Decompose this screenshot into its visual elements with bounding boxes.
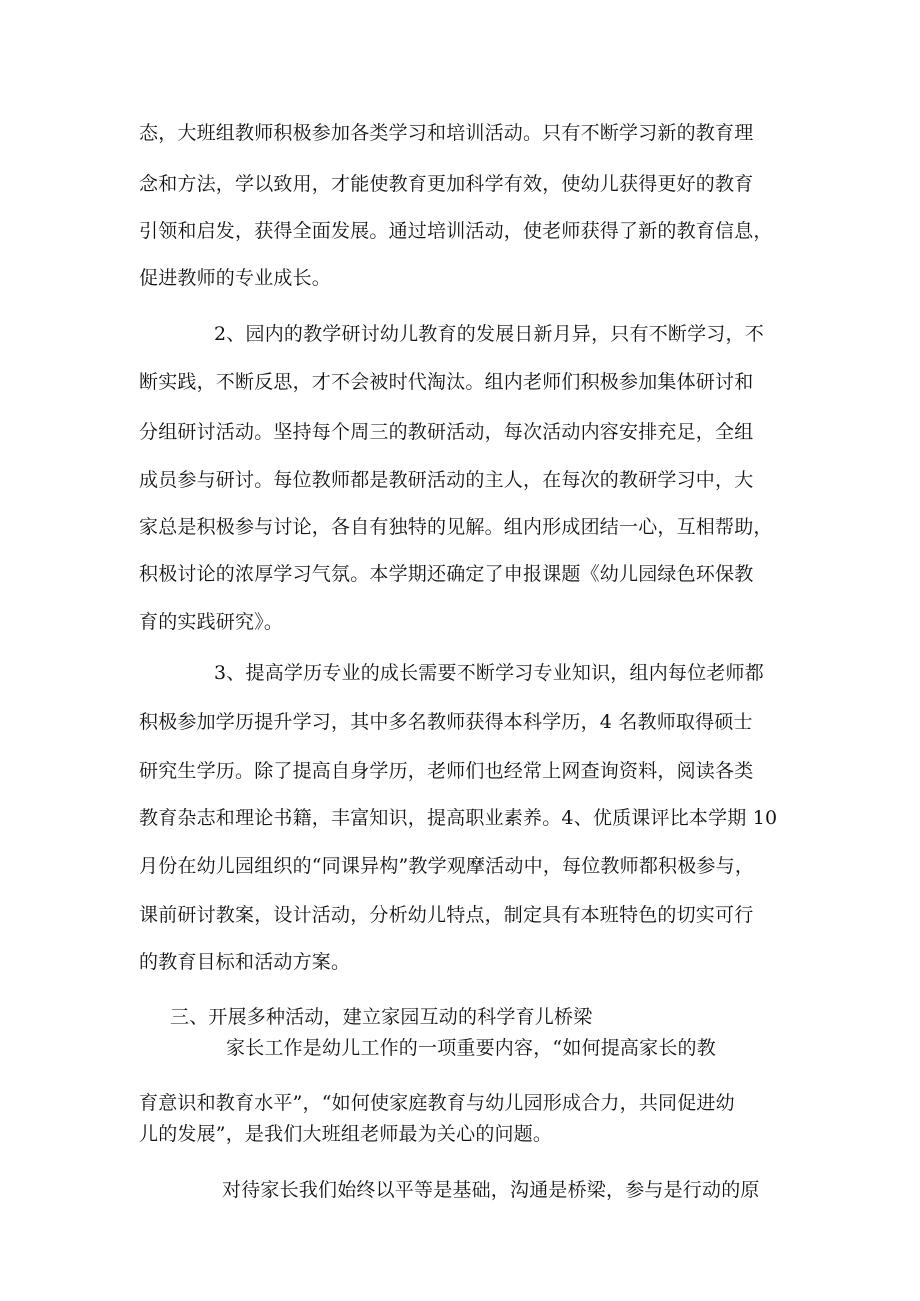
paragraph-line: 断实践，不断反思，才不会被时代淘汰。组内老师们积极参加集体研讨和 [139,371,754,393]
paragraph-line: 家长工作是幼儿工作的一项重要内容，“如何提高家长的教 [226,1037,716,1059]
paragraph-line: 引领和启发，获得全面发展。通过培训活动，使老师获得了新的教育信息， [139,220,773,242]
paragraph-line: 促进教师的专业成长。 [139,267,332,289]
paragraph-line: 家总是积极参与讨论，各自有独特的见解。组内形成团结一心，互相帮助， [139,516,773,538]
paragraph-line: 月份在幼儿园组织的“同课异构”教学观摩活动中，每位教师都积极参与， [139,855,755,877]
paragraph-line: 教育杂志和理论书籍，丰富知识，提高职业素养。4、优质课评比本学期 10 [139,807,778,829]
paragraph-line: 育意识和教育水平”，“如何使家庭教育与幼儿园形成合力，共同促进幼 [139,1092,735,1114]
paragraph-line: 成员参与研讨。每位教师都是教研活动的主人，在每次的教研学习中，大 [139,469,754,491]
paragraph-line: 分组研讨活动。坚持每个周三的教研活动，每次活动内容安排充足，全组 [139,421,754,443]
paragraph-line: 积极讨论的浓厚学习气氛。本学期还确定了申报课题《幼儿园绿色环保教 [139,563,754,585]
paragraph-line: 的教育目标和活动方案。 [139,951,351,973]
paragraph-line: 育的实践研究》。 [139,611,284,633]
paragraph-line: 2、园内的教学研讨幼儿教育的发展日新月异，只有不断学习，不 [214,323,764,345]
paragraph-line: 3、提高学历专业的成长需要不断学习专业知识，组内每位老师都 [214,662,764,684]
paragraph-line: 研究生学历。除了提高自身学历，老师们也经常上网查询资料，阅读各类 [139,760,754,782]
paragraph-line: 儿的发展”，是我们大班组老师最为关心的问题。 [139,1123,553,1145]
paragraph-line: 对待家长我们始终以平等是基础，沟通是桥梁，参与是行动的原 [222,1179,760,1201]
paragraph-line: 态，大班组教师积极参加各类学习和培训活动。只有不断学习新的教育理 [139,122,754,144]
paragraph-line: 念和方法，学以致用，才能使教育更加科学有效，使幼儿获得更好的教育 [139,173,754,195]
paragraph-line: 课前研讨教案，设计活动，分析幼儿特点，制定具有本班特色的切实可行 [139,904,754,926]
paragraph-line: 积极参加学历提升学习，其中多名教师获得本科学历，4 名教师取得硕士 [139,711,753,733]
section-heading: 三、开展多种活动，建立家园互动的科学育儿桥梁 [170,1006,593,1028]
